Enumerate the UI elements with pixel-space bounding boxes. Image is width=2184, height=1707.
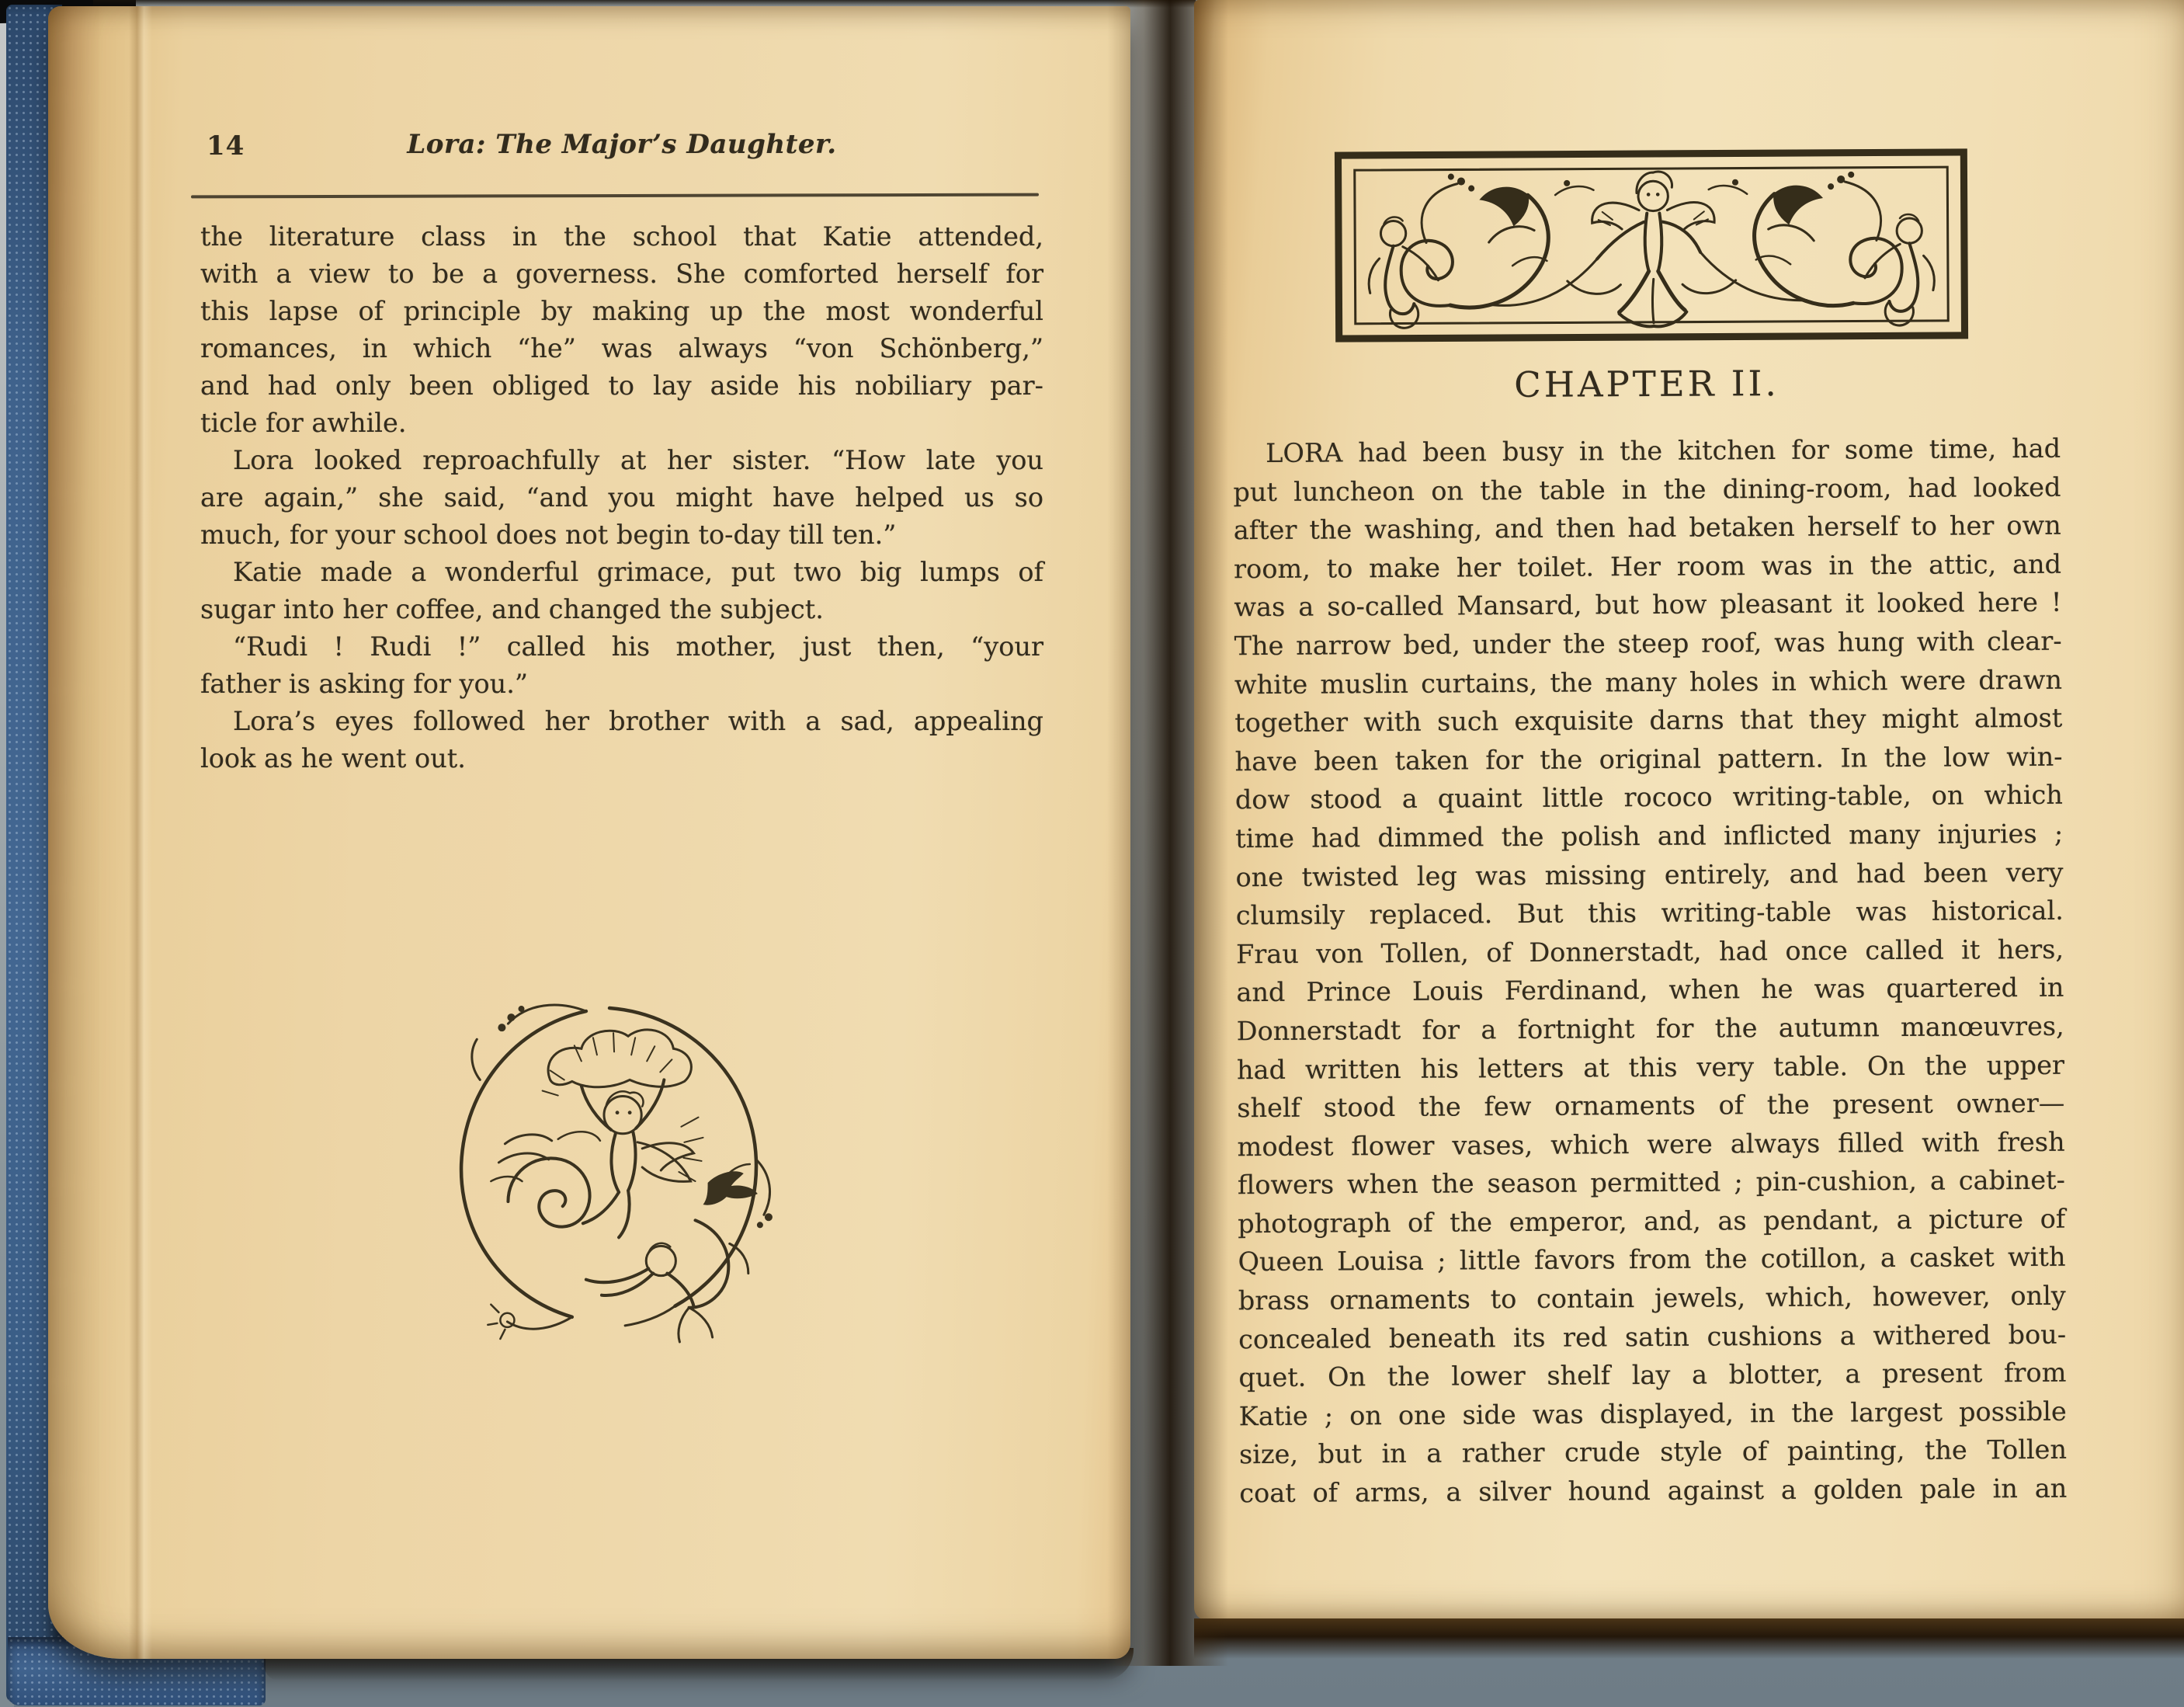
- dove: [703, 1164, 758, 1205]
- text-line: Frau von Tollen, of Donnerstadt, had once called it hers,: [1235, 933, 2064, 969]
- running-title: Lora: The Major’s Daughter.: [407, 129, 837, 160]
- text-line: concealed beneath its red satin cushions a withered bou-: [1238, 1319, 2067, 1354]
- text-line: modest flower vases, which were always filled with fresh: [1237, 1126, 2065, 1162]
- text-line: The narrow bed, under the steep roof, was hung with clear-: [1234, 625, 2062, 662]
- waves-and-shell: [491, 1132, 600, 1226]
- text-line: and had only been obliged to lay aside his nobiliary par-: [200, 370, 1043, 401]
- right-page-text: [1233, 429, 2067, 1513]
- left-page-text: [200, 218, 1043, 777]
- page-number: 14: [207, 130, 245, 162]
- text-line: look as he went out.: [200, 743, 466, 774]
- text-line: shelf stood the few ornaments of the present owner—: [1237, 1087, 2065, 1124]
- tailpiece-vignette-illustration: [433, 985, 780, 1362]
- text-line: Donnerstadt for a fortnight for the autumn manœuvres,: [1236, 1010, 2064, 1047]
- text-line: Katie ; on one side was displayed, in the largest possible: [1238, 1396, 2067, 1432]
- dolphin-tail: [679, 1220, 728, 1342]
- text-line: together with such exquisite darns that they might almost: [1234, 702, 2063, 739]
- text-line: the literature class in the school that Katie attended,: [200, 221, 1043, 252]
- chapter-heading: CHAPTER II.: [1514, 363, 1779, 405]
- page-gutter-shadow: [1107, 0, 1228, 1666]
- text-line: time had dimmed the polish and inflicted many injuries ;: [1235, 818, 2064, 854]
- cherub-vignette-icon: [433, 985, 780, 1362]
- text-line: Queen Louisa ; little favors from the cotillon, a casket with: [1238, 1242, 2066, 1278]
- text-line: Katie made a wonderful grimace, put two big lumps of: [233, 557, 1043, 587]
- text-line: after the washing, and then had betaken herself to her own: [1233, 509, 2061, 546]
- text-line: much, for your school does not begin to-day till ten.”: [200, 520, 897, 550]
- text-line: Lora’s eyes followed her brother with a sad, appealing: [233, 706, 1043, 736]
- text-line: father is asking for you.”: [200, 669, 528, 699]
- upper-cherub: [582, 1079, 694, 1237]
- text-line: photograph of the emperor, and, as pendant, a picture of: [1238, 1203, 2066, 1239]
- text-line: put luncheon on the table in the dining-room, had looked: [1233, 471, 2061, 507]
- text-line: romances, in which “he” was always “von Schönberg,”: [200, 333, 1043, 363]
- text-line: size, but in a rather crude style of painting, the Tollen: [1238, 1434, 2068, 1470]
- text-line: sugar into her coffee, and changed the subject.: [200, 594, 824, 624]
- text-line: LORA had been busy in the kitchen for some time, had: [1266, 433, 2061, 468]
- text-line: brass ornaments to contain jewels, which, however, only: [1238, 1280, 2066, 1316]
- text-line: “Rudi ! Rudi !” called his mother, just then, “your: [233, 631, 1043, 662]
- right-page-bottom-edge: [1194, 1618, 2184, 1659]
- text-line: with a view to be a governess. She comforted herself for: [200, 259, 1043, 289]
- wreath: [461, 1005, 773, 1339]
- chapter-headpiece-illustration: [1332, 143, 1970, 348]
- sun-rays: [543, 1033, 703, 1181]
- text-line: ticle for awhile.: [200, 408, 407, 438]
- text-line: one twisted leg was missing entirely, and had been very: [1235, 857, 2064, 892]
- text-line: this lapse of principle by making up the most wonderful: [200, 296, 1043, 326]
- text-line: are again,” she said, “and you might have helped us so: [200, 482, 1043, 513]
- text-line: clumsily replaced. But this writing-table was historical.: [1235, 895, 2064, 931]
- text-line: dow stood a quaint little rococo writing-table, on which: [1234, 780, 2063, 815]
- text-line: coat of arms, a silver hound against a golden pale in an: [1239, 1472, 2068, 1509]
- left-page-header: [200, 129, 1043, 165]
- lower-cherub: [586, 1243, 694, 1306]
- cloud-banner: [548, 1030, 691, 1087]
- text-line: was a so-called Mansard, but how pleasant it looked here !: [1234, 587, 2062, 623]
- text-line: and Prince Louis Ferdinand, when he was quartered in: [1236, 972, 2064, 1008]
- headpiece-engraving-icon: [1332, 143, 1970, 348]
- text-line: have been taken for the original pattern. In the low win-: [1234, 741, 2063, 777]
- text-line: had written his letters at this very table. On the upper: [1236, 1049, 2065, 1085]
- text-line: white muslin curtains, the many holes in which were drawn: [1234, 664, 2063, 700]
- text-line: room, to make her toilet. Her room was in the attic, and: [1233, 548, 2062, 585]
- text-line: flowers when the season permitted ; pin-cushion, a cabinet-: [1237, 1165, 2066, 1201]
- headpiece-cherub: [1492, 171, 1806, 327]
- text-line: Lora looked reproachfully at her sister. “How late you: [233, 445, 1043, 475]
- text-line: quet. On the lower shelf lay a blotter, a present from: [1238, 1357, 2067, 1393]
